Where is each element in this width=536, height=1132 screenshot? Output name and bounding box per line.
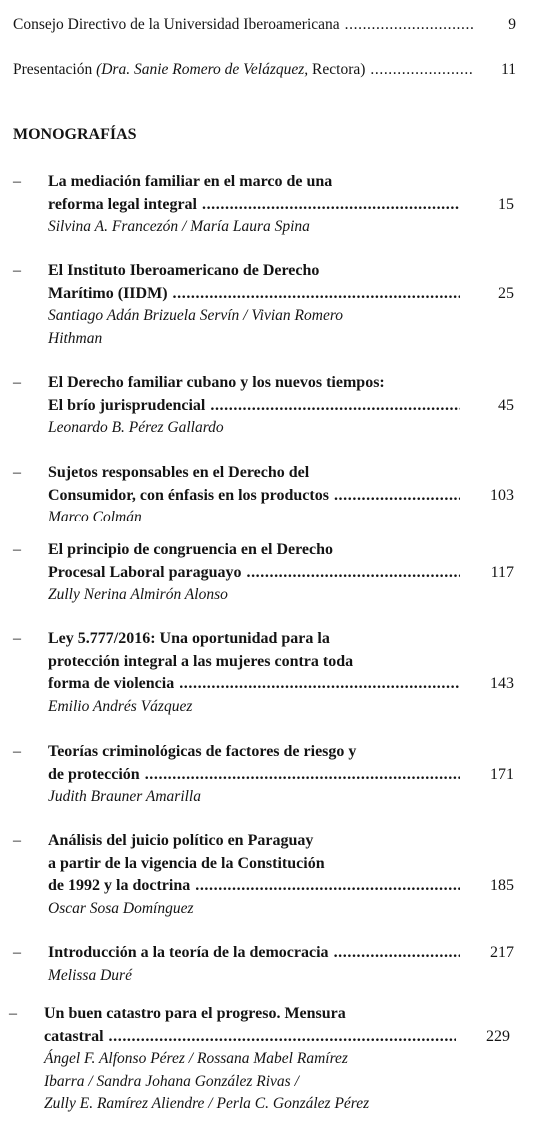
- toc-page-number: 9: [508, 16, 516, 33]
- entry-author-line: Zully Nerina Almirón Alonso: [48, 586, 228, 603]
- dot-leader: [145, 764, 460, 787]
- toc-entry[interactable]: [13, 539, 516, 607]
- entry-title-line: a partir de la vigencia de la Constitución: [48, 854, 325, 872]
- entry-dash: –: [13, 374, 21, 391]
- entry-dash: –: [13, 743, 21, 760]
- entry-title-line: El brío jurisprudencial: [48, 396, 206, 414]
- toc-page-number: 117: [490, 563, 514, 581]
- entry-dash: –: [9, 1005, 17, 1022]
- entry-dash: –: [13, 541, 21, 558]
- entry-dash: –: [13, 630, 21, 647]
- toc-entry[interactable]: [13, 942, 516, 987]
- entry-author-line: Emilio Andrés Vázquez: [48, 697, 193, 715]
- toc-page-number: 217: [490, 944, 514, 961]
- toc-page-number: 229: [486, 1027, 510, 1045]
- dot-leader: [195, 875, 460, 898]
- toc-page-number: 171: [490, 765, 514, 783]
- entry-author-line: Judith Brauner Amarilla: [48, 788, 201, 805]
- entry-title-line: Sujetos responsables en el Derecho del: [48, 464, 310, 481]
- entry-author-line: Santiago Adán Brizuela Servín / Vivian Romero: [48, 307, 344, 324]
- toc-entry[interactable]: [9, 1003, 512, 1116]
- entry-title-line: de protección: [48, 765, 140, 783]
- toc-front-entry[interactable]: [13, 14, 516, 36]
- toc-entry[interactable]: [13, 171, 516, 239]
- entry-title-line: El Derecho familiar cubano y los nuevos tiempos:: [48, 374, 385, 391]
- entry-title-line: Consumidor, con énfasis en los productos: [48, 486, 329, 504]
- entry-author-line: Marco Colmán: [48, 509, 142, 521]
- toc-entry-author: (Dra. Sanie Romero de Velázquez,: [96, 61, 309, 78]
- entry-author-line: Ibarra / Sandra Johana González Rivas /: [44, 1072, 299, 1090]
- dot-leader: [109, 1026, 456, 1049]
- dot-leader: [173, 283, 460, 306]
- entry-title-line: catastral: [44, 1027, 104, 1045]
- entry-title-line: Ley 5.777/2016: Una oportunidad para la: [48, 630, 330, 647]
- toc-front-entry[interactable]: [13, 59, 516, 81]
- entry-author-line: Oscar Sosa Domínguez: [48, 899, 194, 917]
- toc-page-number: 45: [498, 396, 514, 414]
- entry-author-line: Leonardo B. Pérez Gallardo: [48, 419, 224, 436]
- entry-dash: –: [13, 464, 21, 481]
- dot-leader: [246, 562, 460, 585]
- dot-leader: [210, 395, 460, 418]
- entry-title-line: forma de violencia: [48, 675, 175, 692]
- toc-entry[interactable]: [13, 462, 516, 521]
- entry-title-line: de 1992 y la doctrina: [48, 877, 191, 894]
- entry-dash: –: [13, 262, 21, 279]
- dot-leader: [370, 59, 474, 81]
- toc-page-number: 143: [490, 675, 514, 692]
- toc-page-number: 11: [501, 61, 516, 78]
- toc-entry[interactable]: [13, 741, 516, 809]
- entry-author-line: Melissa Duré: [48, 966, 132, 984]
- toc-page-number: 103: [490, 486, 514, 504]
- toc-page-number: 15: [498, 195, 514, 213]
- dot-leader: [179, 673, 460, 696]
- dot-leader: [334, 485, 460, 508]
- entry-title-line: Un buen catastro para el progreso. Mensura: [44, 1005, 346, 1022]
- toc-entry-title: Presentación: [13, 61, 97, 78]
- entry-title-line: Teorías criminológicas de factores de riesgo y: [48, 743, 357, 760]
- toc-entry[interactable]: [13, 260, 516, 350]
- entry-title-line: Análisis del juicio político en Paraguay: [48, 832, 314, 849]
- entry-title-line: Marítimo (IIDM): [48, 284, 168, 302]
- dot-leader: [334, 942, 460, 965]
- entry-title-line: El Instituto Iberoamericano de Derecho: [48, 262, 320, 279]
- entry-author-line: Ángel F. Alfonso Pérez / Rossana Mabel Ramírez: [44, 1050, 348, 1067]
- entry-title-line: Procesal Laboral paraguayo: [48, 563, 242, 581]
- entry-title-line: reforma legal integral: [48, 195, 197, 213]
- entry-author-line: Hithman: [48, 329, 103, 347]
- entry-author-line: Silvina A. Francezón / María Laura Spina: [48, 218, 310, 235]
- entry-dash: –: [13, 173, 21, 190]
- dot-leader: [345, 14, 474, 36]
- toc-entry-role: Rectora): [308, 61, 366, 78]
- entry-author-line: Zully E. Ramírez Aliendre / Perla C. González Pérez: [44, 1095, 370, 1112]
- toc-entry-title: Consejo Directivo de la Universidad Iberoamericana: [13, 16, 340, 33]
- toc-page-number: 185: [490, 877, 514, 894]
- toc-entry[interactable]: [13, 372, 516, 440]
- toc-page-number: 25: [498, 284, 514, 302]
- entry-dash: –: [13, 832, 21, 849]
- entry-title-line: La mediación familiar en el marco de una: [48, 173, 333, 190]
- entry-title-line: Introducción a la teoría de la democracia: [48, 944, 329, 961]
- section-heading: MONOGRAFÍAS: [13, 126, 137, 143]
- dot-leader: [202, 194, 460, 217]
- toc-entry[interactable]: [13, 628, 516, 718]
- entry-title-line: El principio de congruencia en el Derecho: [48, 541, 334, 558]
- entry-title-line: protección integral a las mujeres contra toda: [48, 652, 354, 670]
- toc-entry[interactable]: [13, 830, 516, 920]
- entry-dash: –: [13, 944, 21, 961]
